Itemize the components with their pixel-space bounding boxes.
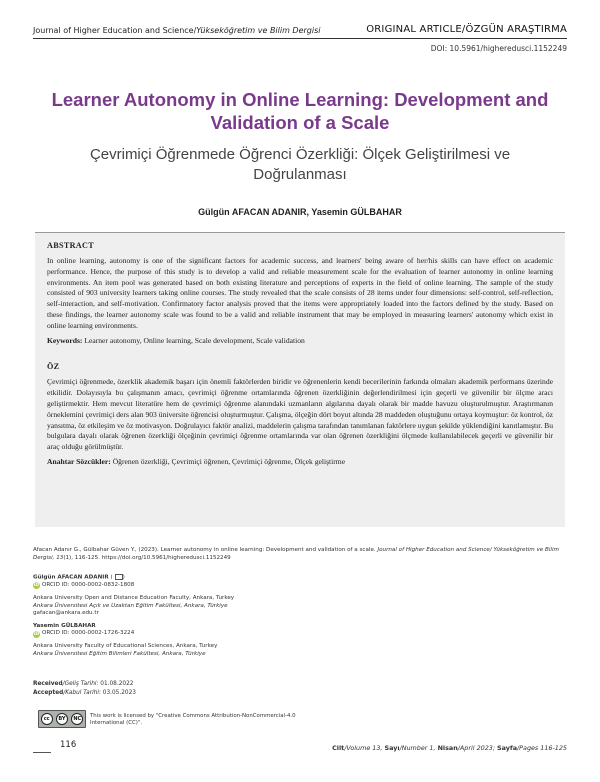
cc-license-badge[interactable] xyxy=(38,710,86,728)
license-text: This work is licensed by "Creative Commons Attribution-NonCommercial-4.0 International (CC)". xyxy=(90,713,296,727)
issue-info xyxy=(332,744,567,752)
author2-affiliation xyxy=(33,643,363,658)
oz-heading: ÖZ xyxy=(47,362,60,372)
footer-rule xyxy=(33,752,51,753)
sayfa-label: Sayfa xyxy=(497,744,518,752)
journal-name-en: Journal of Higher Education and Science/ xyxy=(33,26,197,35)
nisan-label: Nisan xyxy=(437,744,458,752)
author2-orcid[interactable]: ORCID ID: 0000-0002-1726-3224 xyxy=(42,630,135,637)
nc-icon: NC xyxy=(71,713,83,725)
journal-name xyxy=(33,26,321,35)
accepted-date xyxy=(33,689,136,698)
abstract-box xyxy=(35,232,565,527)
by-icon: BY xyxy=(56,713,68,725)
citation-authors-title: Afacan Adanır G., Gülbahar Güven Y., (2023). Learner autonomy in online learning: Development and validation of a scale. xyxy=(33,547,376,553)
email-icon xyxy=(115,574,123,580)
author2-name: Yasemin GÜLBAHAR xyxy=(33,622,96,629)
received-label: Received xyxy=(33,681,63,687)
author-info xyxy=(33,574,363,663)
dates xyxy=(33,680,136,697)
paper-title: Learner Autonomy in Online Learning: Development and Validation of a Scale xyxy=(51,89,549,133)
accepted-label-tr: /Kabul Tarihi xyxy=(63,689,99,696)
author2-affil-en: Ankara University Faculty of Educational Sciences, Ankara, Turkey xyxy=(33,643,218,650)
orcid-icon: iD xyxy=(33,631,40,637)
received-value: : 01.08.2022 xyxy=(96,681,134,687)
abstract-text: In online learning, autonomy is one of the significant factors for academic success, and learners' being aware of her/his skills can have effect on academic performance. Hence, the purpose of this study is to develop a valid and reliable measurement scale for the evaluation of learner autonomy in online learning environments. An item pool was generated based on both existing literature and perceptions of experts in the field of online learning. The sample of the study consisted of 903 university learners taking online courses. The study revealed that the scale consists of 28 items under four dimensions: self-control, self-reflection, self-interaction, and self-motivation. Confirmatory factor analysis proved that the items were appropriately loaded into the factors defined by the study. Based on these findings, the learner autonomy scale was found to be a valid and reliable instrument that may be employed in measuring learners' autonomy which exist in online learning environments. xyxy=(47,256,553,330)
citation-pages-doi[interactable]: (1), 116-125. https://doi.org/10.5961/higheredusci.1152249 xyxy=(63,555,231,562)
abstract-heading: ABSTRACT xyxy=(47,241,94,250)
number-info: /Number 1, xyxy=(399,744,438,752)
received-date xyxy=(33,680,136,689)
april-info: /April 2023; xyxy=(457,744,498,752)
author1-name: Gülgün AFACAN ADANIR xyxy=(33,574,109,581)
orcid-icon: iD xyxy=(33,583,40,589)
author2-info xyxy=(33,623,363,638)
article-type: ORIGINAL ARTICLE/ÖZGÜN ARAŞTIRMA xyxy=(366,24,567,35)
volume-info: /Volume 13, xyxy=(344,744,385,752)
anahtar-list: Öğrenen özerkliği, Çevrimiçi öğrenen, Çevrimiçi öğrenme, Ölçek geliştirme xyxy=(112,456,346,466)
author1-orcid[interactable]: ORCID ID: 0000-0002-0832-1808 xyxy=(42,582,135,589)
author1-affiliation xyxy=(33,595,363,618)
accepted-value: : 03.05.2023 xyxy=(98,689,136,696)
citation xyxy=(33,546,567,562)
oz-text: Çevrimiçi öğrenmede, özerklik akademik başarı için önemli faktörlerden biridir ve öğrenenlerin kendi becerilerinin farkında olmaları akademik performans üzerinde etkilidir. Dolayısıyla bu çalışmanın amacı, çevrimiçi öğrenme ortamlarında öğrenen özerkliğinin değerlendirilmesi için geçerli ve güvenilir bir ölçme aracı geliştirmektir. Hem mevcut literatüre hem de çevrimiçi öğrenme alanındaki uzmanların algılarına dayalı olarak bir madde havuzu oluşturulmuştur. Araştırmanın örneklemini çevrimiçi ders alan 903 üniversite öğrencisi oluşturmuştur. Çalışma, ölçeğin dört boyut altında 28 maddeden oluştuğunu ortaya koymuştur: öz kontrol, öz yansıtma, öz etkileşim ve öz motivasyon. Doğrulayıcı faktör analizi, maddelerin çalışma tarafından tanımlanan faktörlere uygun şekilde yüklendiğini kanıtlamıştır. Bu bulgulara dayalı olarak öğrenen özerkliği ölçeğinin çevrimiçi öğrenme ortamlarında var olan öğrenen özerkliğini ölçmede kullanılabilecek geçerli ve güvenilir bir araç olduğu görülmüştür. xyxy=(47,377,553,452)
sayi-label: Sayı xyxy=(384,744,400,752)
citation-journal: Journal of Higher Education and Science/ Yükseköğretim ve Bilim Dergisi, xyxy=(33,547,559,562)
journal-name-tr: Yükseköğretim ve Bilim Dergisi xyxy=(196,26,321,35)
accepted-label: Accepted xyxy=(33,689,64,696)
author-list: Gülgün AFACAN ADANIR, Yasemin GÜLBAHAR xyxy=(198,207,402,217)
page-number: 116 xyxy=(60,740,77,750)
abstract-keywords xyxy=(47,336,553,347)
author1-affil-en: Ankara University Open and Distance Education Faculty, Ankara, Turkey xyxy=(33,594,235,601)
anahtar-label: Anahtar Sözcükler: xyxy=(47,456,111,466)
received-label-tr: /Geliş Tarihi xyxy=(62,681,97,687)
keywords-list: Learner autonomy, Online learning, Scale development, Scale validation xyxy=(84,335,305,345)
doi[interactable]: DOI: 10.5961/higheredusci.1152249 xyxy=(430,44,567,53)
author1-info: Gülgün AFACAN ADANIR ( ) iD ORCID ID: 0000-0002-0832-1808 xyxy=(33,574,135,589)
pages-info: /Pages 116-125 xyxy=(517,744,567,752)
author1-email[interactable]: gafacan@ankara.edu.tr xyxy=(33,610,99,617)
paper-subtitle-tr: Çevrimiçi Öğrenmede Öğrenci Özerkliği: Ölçek Geliştirilmesi ve Doğrulanması xyxy=(89,146,511,183)
cilt-label: Cilt xyxy=(332,744,345,752)
author1-affil-tr: Ankara Üniversitesi Açık ve Uzaktan Eğitim Fakültesi, Ankara, Türkiye xyxy=(33,602,228,609)
citation-volume: 13 xyxy=(56,555,64,562)
header-rule xyxy=(33,38,567,39)
keywords-label: Keywords: xyxy=(47,335,83,345)
cc-icon: cc xyxy=(41,713,53,725)
oz-keywords xyxy=(47,457,553,468)
author2-affil-tr: Ankara Üniversitesi Eğitim Bilimleri Fakültesi, Ankara, Türkiye xyxy=(33,650,206,657)
